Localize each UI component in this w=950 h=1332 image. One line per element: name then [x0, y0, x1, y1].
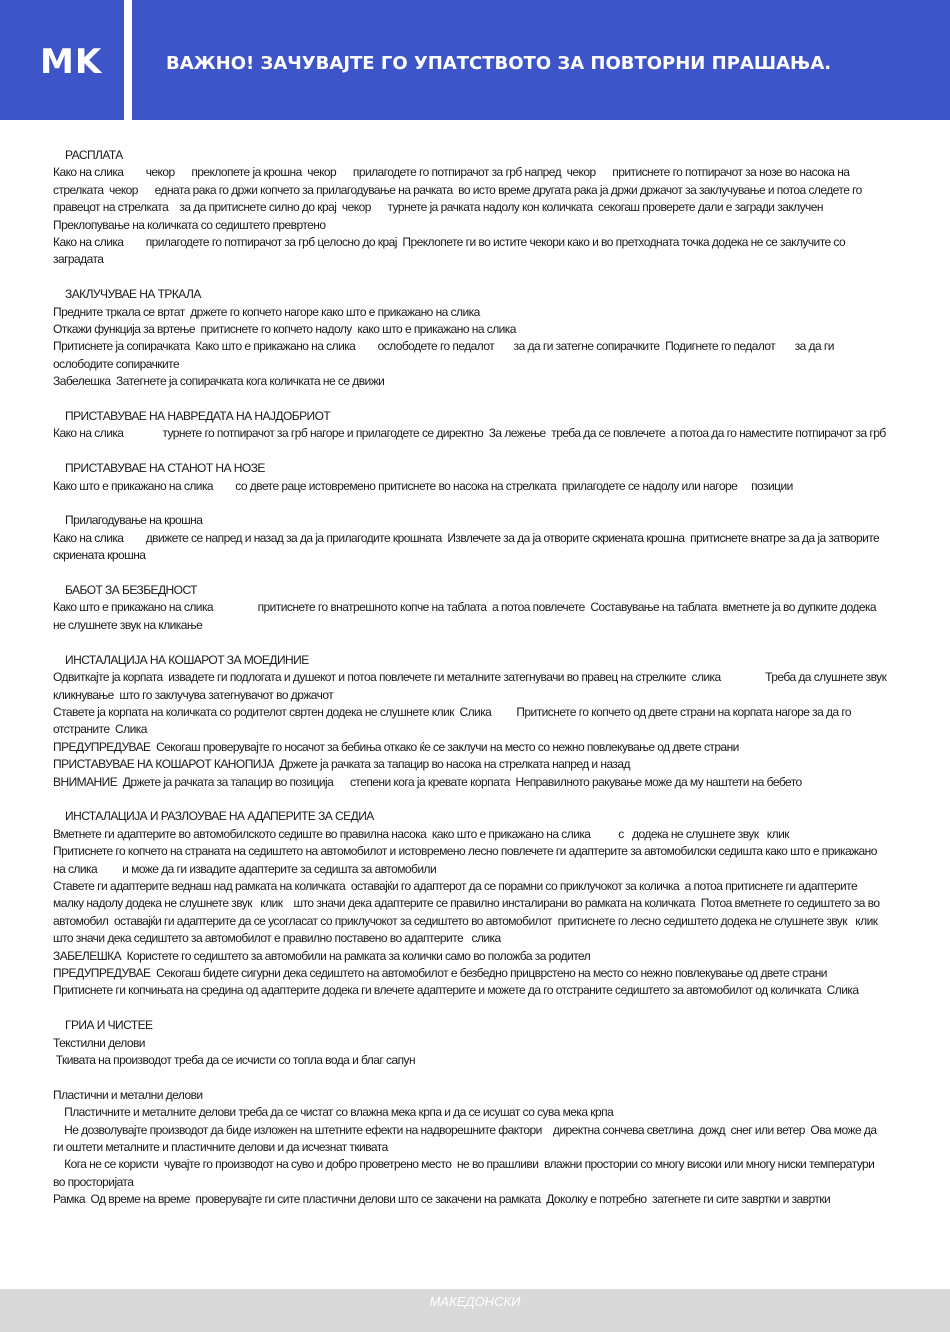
section-paragraph: ПРЕДУПРЕДУВАЕ Секогаш бидете сигурни дека седиштето на автомобилот е безбедно прицврстено на место со нежно повлекување од двете страни [53, 965, 827, 980]
section-paragraph: ЗАБЕЛЕШКА Користете го седиштето за автомобили на рамката за колички само во положба за родител [53, 948, 591, 963]
section-paragraph: Како на слика турнете го потпирачот за грб нагоре и прилагодете се директно За лежење треба да се повлечете а потоа да го наместите потпирачот за грб [53, 426, 886, 441]
page-title: ВАЖНО! ЗАЧУВАЈТЕ ГО УПАТСТВОТО ЗА ПОВТОРНИ ПРАШАЊА. [166, 53, 832, 74]
section-paragraph: Ставете ја корпата на количката со родителот свртен додека не слушнете клик Слика Притиснете го копчето од двете страни на корпата нагоре за да го отстраните Слика [53, 704, 854, 737]
instruction-section [53, 1017, 887, 1208]
instruction-section [53, 147, 887, 269]
language-code-label: MK [40, 42, 103, 82]
section-paragraph: Предните тркала се вртат држете го копчето нагоре како што е прикажано на слика [53, 304, 480, 319]
section-paragraph: Како што е прикажано на слика со двете раце истовремено притиснете во насока на стрелката прилагодете се надолу или нагоре позиции [53, 478, 793, 493]
instruction-section [53, 582, 887, 634]
section-paragraph: Пластични и метални делови [53, 1087, 203, 1102]
section-paragraph: Како на слика прилагодете го потпирачот за грб целосно до крај Преклопете ги во истите чекори како и во претходната точка додека не се заклучите со заградата [53, 235, 848, 267]
page-footer [0, 1289, 950, 1332]
section-paragraph: ПРИСТАВУВАЕ НА КОШАРОТ КАНОПИЈА Држете ја рачката за тапацир во насока на стрелката напред и назад [53, 757, 630, 772]
section-paragraph: Како на слика движете се напред и назад за да ја прилагодите крошната Извлечете за да ја отворите скриената крошна притиснете внатре за да ја затворите скриената крошна [53, 530, 882, 563]
section-paragraph: Притиснете ги копчињата на средина од адаптерите додека ги влечете адаптерите и можете да го отстраните седиштето за автомобилот од количката Слика [53, 983, 859, 998]
header-divider [124, 0, 132, 120]
section-paragraph: Текстилни делови [53, 1035, 145, 1050]
section-paragraph: Одвиткајте ја корпата извадете ги подлогата и душекот и потоа повлечете ги металните затегнувачи во правец на стрелките слика Треба да слушнете звук кликнување што го заклучува затегнувачот во држачот [53, 670, 892, 702]
page-header [0, 0, 950, 120]
section-paragraph: Како што е прикажано на слика притиснете го внатрешното копче на таблата а потоа повлечете Составување на таблата вметнете ја во дупките додека не слушнете звук на кликање [53, 600, 879, 632]
section-heading: БАБОТ ЗА БЕЗБЕДНОСТ [65, 583, 197, 598]
instruction-section [53, 460, 887, 495]
section-paragraph: Забелешка Затегнете ја сопирачката кога количката не се движи [53, 374, 385, 389]
section-paragraph: Пластичните и металните делови треба да се чистат со влажна мека крпа и да се исушат со сува мека крпа [53, 1105, 614, 1120]
instruction-section [53, 286, 887, 390]
section-heading: ПРИСТАВУВАЕ НА НАВРЕДАТА НА НАЈДОБРИОТ [65, 409, 331, 424]
section-paragraph: ПРЕДУПРЕДУВАЕ Секогаш проверувајте го носачот за бебиња откако ќе се заклучи на место со нежно повлекување од двете страни [53, 739, 739, 754]
section-heading: Прилагодување на крошна [65, 513, 203, 528]
section-heading: ПРИСТАВУВАЕ НА СТАНОТ НА НОЗЕ [65, 461, 265, 476]
section-paragraph: Како на слика чекор преклопете ја крошна чекор прилагодете го потпирачот за грб напред чекор притиснете го потпирачот за нозе во насока на стрелката чекор едната рака го држи копчето за прилагодување на рачката во исто време другата рака ја држи држачот за заклучување и потоа следете го правецот на стрелката за да притиснете силно до крај чекор турнете ја рачката надолу кон количката секогаш проверете дали е загради заклучен [53, 165, 865, 215]
section-paragraph: Притиснете го копчето на страната на седиштето на автомобилот и истовремено лесно повлечете ги адаптерите за автомобилски седишта како што е прикажано на слика и може да ги извадите адаптерите за седишта за автомобили [53, 844, 880, 876]
section-heading: ИНСТАЛАЦИЈА И РАЗЛОУВАЕ НА АДАПЕРИТЕ ЗА СЕДИА [65, 809, 374, 824]
section-heading: ГРИА И ЧИСТЕЕ [65, 1018, 153, 1033]
instruction-section [53, 808, 887, 999]
section-paragraph: Ставете ги адаптерите веднаш над рамката на количката оставајќи го адаптерот да се порамни со приклучокот за количка а потоа притиснете ги адаптерите малку надолу додека не слушнете звук клик што значи дека адаптерите се правилно инсталирани во рамката на количката Потоа вметнете го седиштето за во автомобил оставајќи ги адаптерите да се усогласат со приклучокот за седиштето во автомобилот притиснете го лесно седиштето додека не слушнете звук клик што значи дека седиштето за автомобилот е правилно поставено во адаптерите слика [53, 878, 889, 946]
section-paragraph: Преклопување на количката со седиштето превртено [53, 217, 326, 232]
section-paragraph: Кога не се користи чувајте го производот на суво и добро проветрено место не во прашливи влажни простории со многу високи или многу ниски температури во просторијата [53, 1157, 878, 1189]
section-heading: ИНСТАЛАЦИЈА НА КОШАРОТ ЗА МОЕДИНИЕ [65, 652, 309, 667]
section-heading: ЗАКЛУЧУВАЕ НА ТРКАЛА [65, 287, 201, 302]
footer-language-label: МАКЕДОНСКИ [429, 1294, 521, 1309]
instruction-section [53, 652, 892, 791]
section-paragraph: Ткивата на производот треба да се исчисти со топла вода и благ сапун [53, 1053, 416, 1067]
instruction-section [53, 408, 887, 443]
instruction-section [53, 512, 887, 564]
section-paragraph: Рамка Од време на време проверувајте ги сите пластични делови што се закачени на рамката Доколку е потребно затегнете ги сите завртки и завртки [53, 1192, 831, 1207]
document-body [53, 147, 892, 1226]
section-paragraph: Вметнете ги адаптерите во автомобилското седиште во правилна насока како што е прикажано на слика с додека не слушнете звук клик [53, 826, 789, 841]
section-paragraph: Откажи функција за вртење притиснете го копчето надолу како што е прикажано на слика [53, 322, 516, 337]
section-paragraph: Не дозволувајте производот да биде изложен на штетните ефекти на надворешните фактори директна сончева светлина дожд снег или ветер Ова може да ги оштети металните и пластичните делови и да исчезнат ткивата [53, 1122, 880, 1155]
section-paragraph: ВНИМАНИЕ Држете ја рачката за тапацир во позиција степени кога ја кревате корпата Неправилното ракување може да му наштети на бебето [53, 774, 802, 789]
section-paragraph: Притиснете ја сопирачката Како што е прикажано на слика ослободете го педалот за да ги затегне сопирачките Подигнете го педалот за да ги ослободите сопирачките [53, 339, 837, 371]
section-heading: РАСПЛАТА [65, 148, 123, 162]
